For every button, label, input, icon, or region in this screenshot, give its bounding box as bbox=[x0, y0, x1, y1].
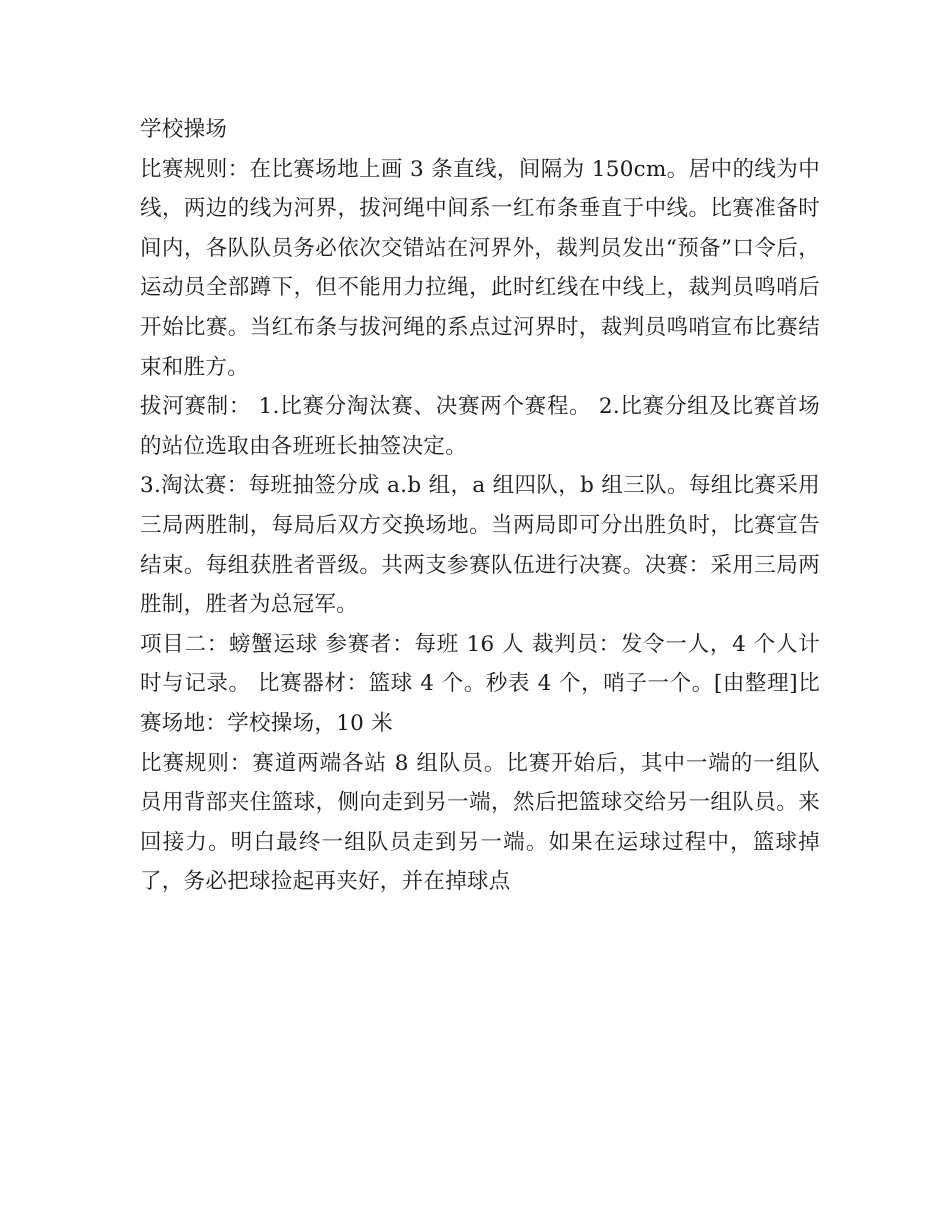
tug-of-war-format-paragraph: 拔河赛制： 1.比赛分淘汰赛、决赛两个赛程。 2.比赛分组及比赛首场的站位选取由各班班长抽签决定。 bbox=[140, 394, 820, 459]
crab-relay-rules-paragraph: 比赛规则：赛道两端各站 8 组队员。比赛开始后，其中一端的一组队员用背部夹住篮球，侧向走到另一端，然后把篮球交给另一组队员。来回接力。明白最终一组队员走到另一端。如果在运球过程中，篮球掉了，务必把球捡起再夹好，并在掉球点 bbox=[140, 750, 820, 895]
event-two-details-paragraph: 项目二：螃蟹运球 参赛者：每班 16 人 裁判员：发令一人，4 个人计时与记录。 比赛器材：篮球 4 个。秒表 4 个，哨子一个。[由整理]比赛场地：学校操场，10 米 bbox=[140, 631, 820, 736]
document-body bbox=[140, 110, 820, 902]
knockout-rules-paragraph: 3.淘汰赛：每班抽签分成 a.b 组，a 组四队，b 组三队。每组比赛采用三局两胜制，每局后双方交换场地。当两局即可分出胜负时，比赛宣告结束。每组获胜者晋级。共两支参赛队伍进行决赛。决赛：采用三局两胜制，胜者为总冠军。 bbox=[140, 473, 820, 618]
tug-of-war-rules-paragraph: 比赛规则：在比赛场地上画 3 条直线，间隔为 150cm。居中的线为中线，两边的线为河界，拔河绳中间系一红布条垂直于中线。比赛准备时间内，各队队员务必依次交错站在河界外，裁判员发出“预备”口令后，运动员全部蹲下，但不能用力拉绳，此时红线在中线上，裁判员鸣哨后开始比赛。当红布条与拔河绳的系点过河界时，裁判员鸣哨宣布比赛结束和胜方。 bbox=[140, 156, 820, 380]
venue-line: 学校操场 bbox=[140, 117, 228, 142]
